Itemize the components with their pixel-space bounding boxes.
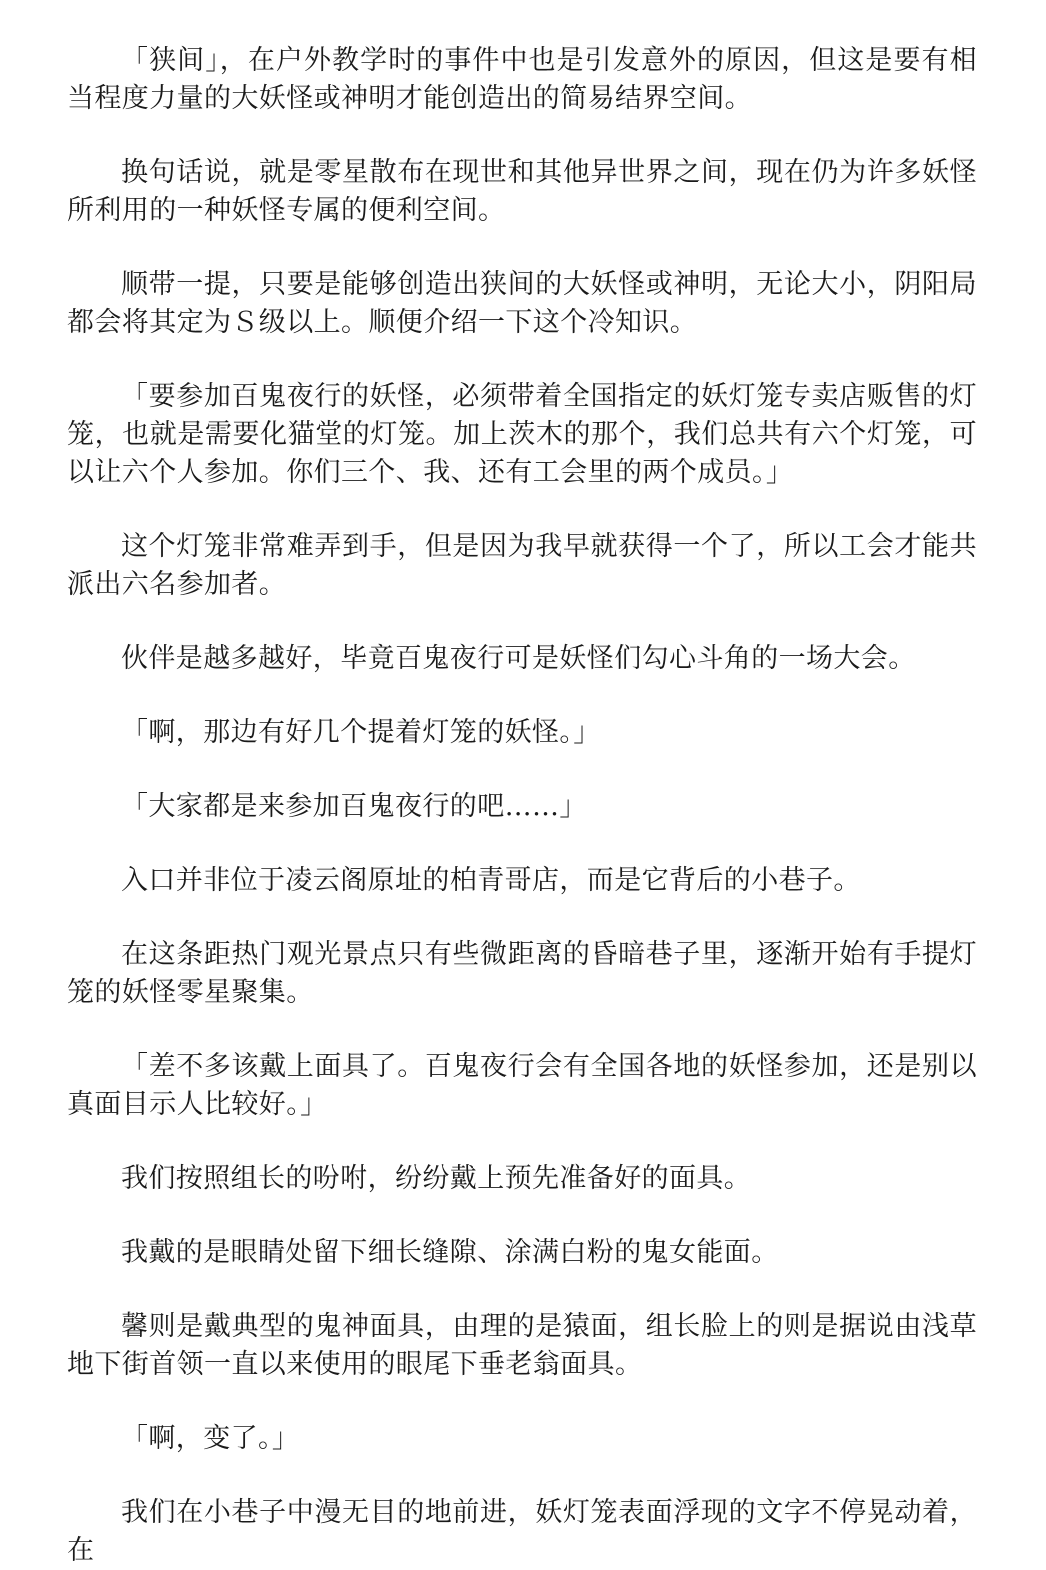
paragraph: 「要参加百鬼夜行的妖怪，必须带着全国指定的妖灯笼专卖店贩售的灯笼，也就是需要化猫堂的灯笼。加上茨木的那个，我们总共有六个灯笼，可以让六个人参加。你们三个、我、还有工会里的两个成员。」 [67, 381, 977, 488]
paragraph: 「啊，变了。」 [121, 1423, 300, 1454]
paragraph: 「狭间」，在户外教学时的事件中也是引发意外的原因，但这是要有相当程度力量的大妖怪或神明才能创造出的简易结界空间。 [67, 45, 977, 114]
paragraph: 「差不多该戴上面具了。百鬼夜行会有全国各地的妖怪参加，还是别以真面目示人比较好。」 [67, 1051, 977, 1120]
paragraph: 我戴的是眼睛处留下细长缝隙、涂满白粉的鬼女能面。 [121, 1237, 779, 1268]
document-page [67, 42, 977, 1570]
paragraph: 这个灯笼非常难弄到手，但是因为我早就获得一个了，所以工会才能共派出六名参加者。 [67, 531, 977, 600]
paragraph: 馨则是戴典型的鬼神面具，由理的是猿面，组长脸上的则是据说由浅草地下街首领一直以来使用的眼尾下垂老翁面具。 [67, 1311, 977, 1380]
paragraph: 我们在小巷子中漫无目的地前进，妖灯笼表面浮现的文字不停晃动着，在 [67, 1497, 977, 1566]
paragraph: 入口并非位于凌云阁原址的柏青哥店，而是它背后的小巷子。 [121, 865, 861, 896]
paragraph: 伙伴是越多越好，毕竟百鬼夜行可是妖怪们勾心斗角的一场大会。 [121, 643, 916, 674]
paragraph: 换句话说，就是零星散布在现世和其他异世界之间，现在仍为许多妖怪所利用的一种妖怪专属的便利空间。 [67, 157, 977, 226]
paragraph: 在这条距热门观光景点只有些微距离的昏暗巷子里，逐渐开始有手提灯笼的妖怪零星聚集。 [67, 939, 977, 1008]
paragraph: 「大家都是来参加百鬼夜行的吧……」 [121, 791, 587, 822]
paragraph: 顺带一提，只要是能够创造出狭间的大妖怪或神明，无论大小，阴阳局都会将其定为Ｓ级以上。顺便介绍一下这个冷知识。 [67, 269, 977, 338]
paragraph: 「啊，那边有好几个提着灯笼的妖怪。」 [121, 717, 601, 748]
paragraph: 我们按照组长的吩咐，纷纷戴上预先准备好的面具。 [121, 1163, 752, 1194]
